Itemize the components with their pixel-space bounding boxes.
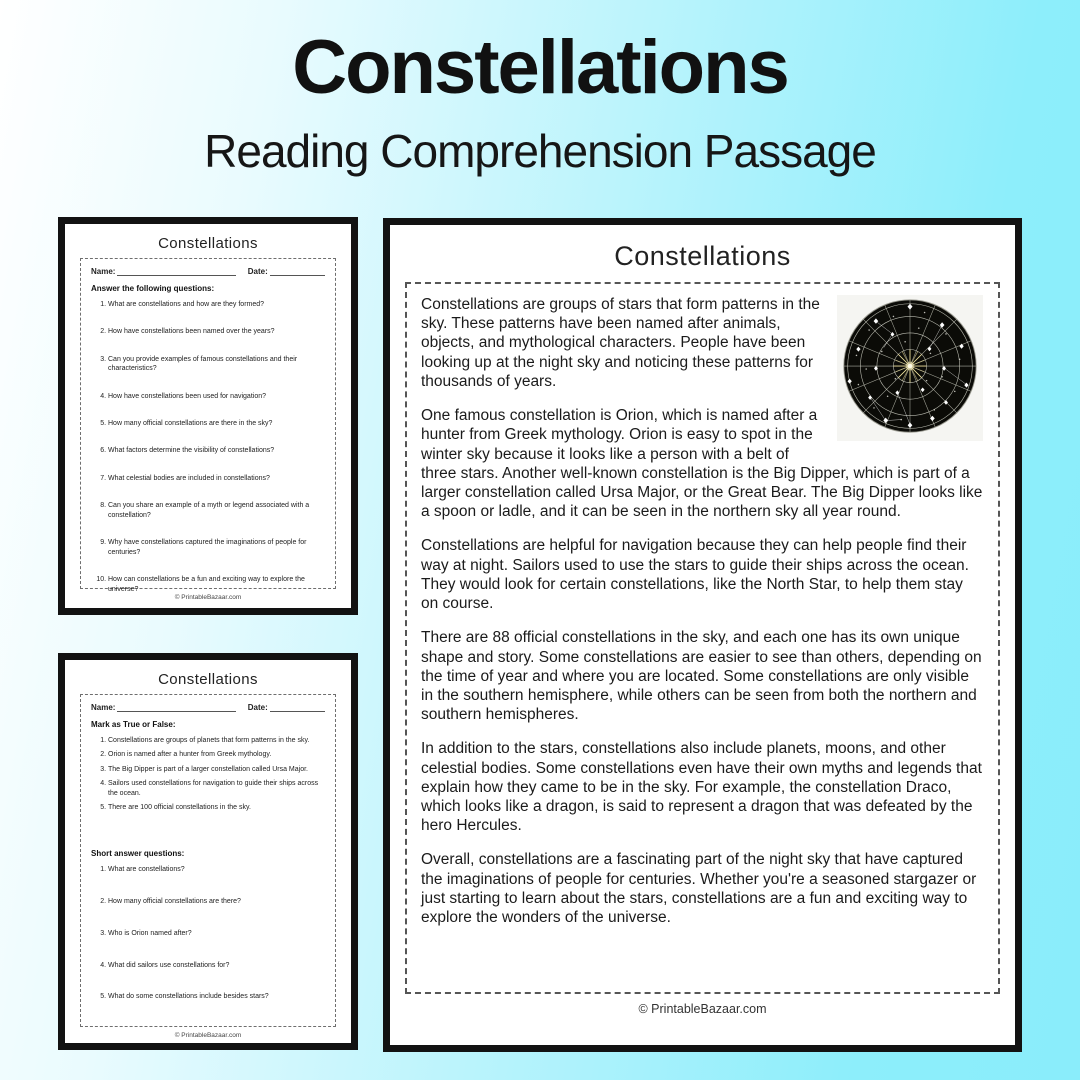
question-item: 4. How have constellations been used for navigation? bbox=[108, 392, 325, 402]
question-item: 6. What factors determine the visibility of constellations? bbox=[108, 446, 325, 456]
truefalse-item: 5. There are 100 official constellations in the sky. bbox=[108, 803, 325, 813]
short-answer-list bbox=[91, 865, 325, 1002]
question-item: 1. What are constellations and how are they formed? bbox=[108, 300, 325, 310]
passage-paragraph: Overall, constellations are a fascinating part of the night sky that have captured the imaginations of people for centuries. Whether you're a seasoned stargazer or just starting to learn about the stars, constellations are a fun and exciting way to explore the wonders of the universe. bbox=[421, 851, 977, 927]
spacer bbox=[91, 817, 325, 849]
questions-worksheet-page bbox=[58, 217, 358, 615]
name-date-row bbox=[91, 267, 325, 276]
truefalse-item: 1. Constellations are groups of planets that form patterns in the sky. bbox=[108, 736, 325, 746]
short-answer-heading: Short answer questions: bbox=[91, 849, 185, 859]
page-footer: © PrintableBazaar.com bbox=[638, 1002, 767, 1016]
question-item: 5. How many official constellations are there in the sky? bbox=[108, 419, 325, 429]
question-item: 8. Can you share an example of a myth or legend associated with a constellation? bbox=[108, 501, 325, 521]
question-item: 2. How have constellations been named over the years? bbox=[108, 327, 325, 337]
name-label: Name: bbox=[91, 703, 116, 712]
date-label: Date: bbox=[247, 703, 268, 712]
section-heading: Answer the following questions: bbox=[91, 284, 215, 293]
truefalse-list bbox=[91, 736, 325, 813]
product-title: Constellations bbox=[292, 25, 788, 110]
product-subtitle: Reading Comprehension Passage bbox=[204, 125, 876, 177]
passage-body bbox=[405, 282, 1000, 994]
short-answer-item: 3. Who is Orion named after? bbox=[108, 929, 325, 939]
question-item: 3. Can you provide examples of famous constellations and their characteristics? bbox=[108, 355, 325, 375]
preview-header bbox=[0, 25, 1080, 178]
name-label: Name: bbox=[91, 267, 116, 276]
passage-paragraph: Constellations are helpful for navigation because they can help people find their way at night. Sailors used to use the stars to guide their ships across the ocean. They would look for certain constellations, like the North Star, to help them stay on course. bbox=[421, 537, 969, 613]
name-blank-line bbox=[117, 268, 236, 276]
worksheet-title: Constellations bbox=[158, 671, 258, 688]
question-item: 7. What celestial bodies are included in constellations? bbox=[108, 474, 325, 484]
passage-paragraph: One famous constellation is Orion, which is named after a hunter from Greek mythology. Orion is easy to spot in the winter sky because it looks like a person with a belt of three stars. Another well-known constellation is the Big Dipper, which is part of a larger constellation called Ursa Major, or the Great Bear. The Big Dipper looks like a spoon or ladle, and it can be seen in the northern sky all year round. bbox=[421, 407, 983, 521]
truefalse-item: 3. The Big Dipper is part of a larger constellation called Ursa Major. bbox=[108, 765, 325, 775]
star-chart-image bbox=[836, 295, 984, 441]
page-footer: © PrintableBazaar.com bbox=[174, 594, 242, 601]
short-answer-item: 2. How many official constellations are there? bbox=[108, 897, 325, 907]
question-item: 9. Why have constellations captured the imaginations of people for centuries? bbox=[108, 538, 325, 558]
truefalse-heading: Mark as True or False: bbox=[91, 720, 176, 729]
truefalse-item: 4. Sailors used constellations for navigation to guide their ships across the ocean. bbox=[108, 779, 325, 799]
passage-title: Constellations bbox=[614, 241, 791, 271]
short-answer-item: 5. What do some constellations include besides stars? bbox=[108, 992, 325, 1002]
worksheet-title: Constellations bbox=[158, 235, 258, 252]
short-answer-item: 4. What did sailors use constellations for? bbox=[108, 961, 325, 971]
date-label: Date: bbox=[247, 267, 268, 276]
name-date-row bbox=[91, 703, 325, 712]
question-item: 10. How can constellations be a fun and exciting way to explore the universe? bbox=[108, 575, 325, 595]
name-blank-line bbox=[117, 704, 236, 712]
passage-paragraph: In addition to the stars, constellations also include planets, moons, and other celestial bodies. Some constellations even have their own myths and legends that explain how they came to be in the sky. For example, the constellation Draco, which looks like a dragon, is said to represent a dragon that was defeated by the hero Hercules. bbox=[421, 740, 982, 835]
questions-list bbox=[91, 300, 325, 595]
date-blank-line bbox=[270, 268, 325, 276]
truefalse-item: 2. Orion is named after a hunter from Greek mythology. bbox=[108, 750, 325, 760]
worksheet-body bbox=[80, 258, 336, 593]
passage-paragraph: Constellations are groups of stars that form patterns in the sky. These patterns have been named after animals, objects, and mythological characters. People have been looking up at the night sky and noticing these patterns for thousands of years. bbox=[421, 296, 820, 390]
page-footer: © PrintableBazaar.com bbox=[174, 1032, 242, 1039]
date-blank-line bbox=[270, 704, 325, 712]
passage-paragraph: There are 88 official constellations in the sky, and each one has its own unique shape and story. Some constellations are easier to see than others, depending on the time of year and where you are located. Some constellations are only visible in the southern hemisphere, while others can be seen from both the northern and southern hemispheres. bbox=[421, 629, 982, 724]
truefalse-worksheet-page bbox=[58, 653, 358, 1050]
worksheet-body bbox=[80, 694, 336, 1027]
passage-page bbox=[383, 218, 1022, 1052]
short-answer-item: 1. What are constellations? bbox=[108, 865, 325, 875]
